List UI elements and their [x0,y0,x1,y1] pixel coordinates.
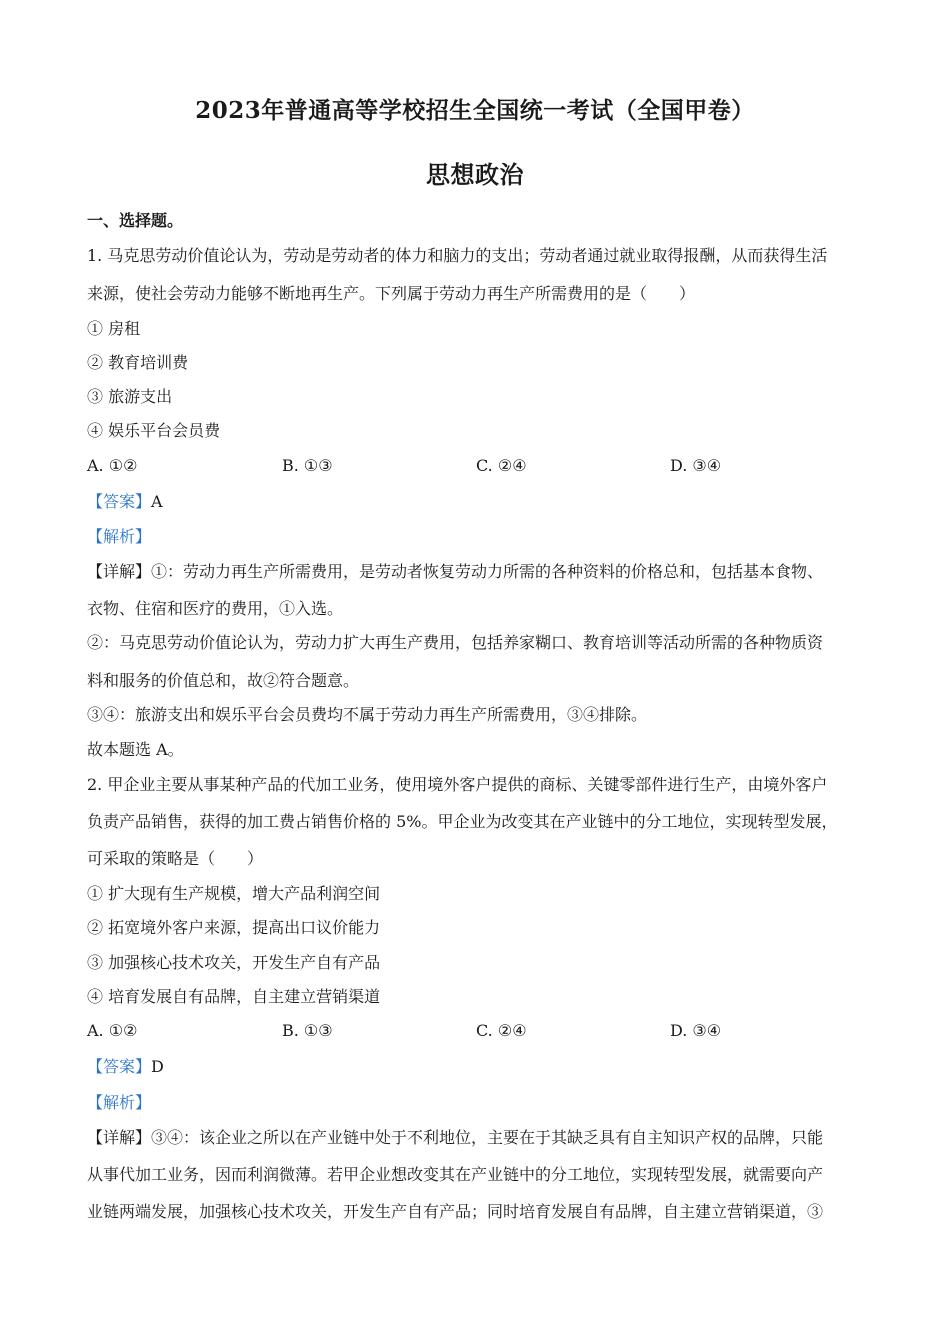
q1-detail-line: ③④：旅游支出和娱乐平台会员费均不属于劳动力再生产所需费用，③④排除。 [87,705,648,724]
answer-tag: 【答案】 [87,1057,152,1076]
q1-detail-text: ①：劳动力再生产所需费用，是劳动者恢复劳动力所需的各种资料的价格总和，包括基本食物、 [151,562,824,581]
q1-detail-line: 料和服务的价值总和，故②符合题意。 [87,671,360,690]
q1-option-a: A. ①② [87,456,138,475]
q1-detail-line: ②：马克思劳动价值论认为，劳动力扩大再生产费用，包括养家糊口、教育培训等活动所需的各种物质资 [87,633,824,652]
q2-answer-value: D [151,1057,164,1076]
q2-detail-line [87,1127,867,1149]
section-heading: 一、选择题。 [87,211,184,230]
q1-option-c: C. ②④ [476,456,527,475]
q1-analysis-heading [87,526,867,548]
q1-item: ① 房租 [87,319,141,338]
q1-option-d: D. ③④ [670,456,722,475]
q2-stem-line: 2. 甲企业主要从事某种产品的代加工业务，使用境外客户提供的商标、关键零部件进行生产，由境外客户 [87,775,828,794]
q2-answer [87,1056,867,1078]
detail-tag: 【详解】 [87,562,152,581]
q2-item: ④ 培育发展自有品牌，自主建立营销渠道 [87,987,381,1006]
q1-item: ④ 娱乐平台会员费 [87,421,221,440]
q2-detail-text: ③④：该企业之所以在产业链中处于不利地位，主要在于其缺乏具有自主知识产权的品牌，只能 [151,1128,824,1147]
subject-title: 思想政治 [426,160,524,189]
q1-detail-line: 衣物、住宿和医疗的费用，①入选。 [87,599,344,618]
answer-tag: 【答案】 [87,492,152,511]
analysis-tag: 【解析】 [87,1093,152,1112]
q2-item: ③ 加强核心技术攻关，开发生产自有产品 [87,953,381,972]
q2-option-c: C. ②④ [476,1021,527,1040]
q2-option-d: D. ③④ [670,1021,722,1040]
exam-title: 2023年普通高等学校招生全国统一考试（全国甲卷） [195,97,755,124]
q2-stem-line: 负责产品销售，获得的加工费占销售价格的 5%。甲企业为改变其在产业链中的分工地位，实现转型发展， [87,812,838,831]
q1-answer [87,491,867,513]
q2-option-b: B. ①③ [282,1021,333,1040]
detail-tag: 【详解】 [87,1128,152,1147]
q2-detail-line: 从事代加工业务，因而利润微薄。若甲企业想改变其在产业链中的分工地位，实现转型发展，就需要向产 [87,1165,824,1184]
q1-conclusion: 故本题选 A。 [87,740,184,759]
analysis-tag: 【解析】 [87,527,152,546]
q2-stem-line: 可采取的策略是（ ） [87,849,264,868]
q1-option-b: B. ①③ [282,456,333,475]
q1-answer-value: A [151,492,163,511]
q1-stem-line: 来源，使社会劳动力能够不断地再生产。下列属于劳动力再生产所需费用的是（ ） [87,284,696,303]
q1-item: ③ 旅游支出 [87,387,173,406]
q2-item: ② 拓宽境外客户来源，提高出口议价能力 [87,918,381,937]
q1-detail-line [87,561,867,583]
q2-item: ① 扩大现有生产规模，增大产品利润空间 [87,884,381,903]
q2-option-a: A. ①② [87,1021,138,1040]
q2-analysis-heading [87,1092,867,1114]
q2-detail-line: 业链两端发展，加强核心技术攻关，开发生产自有产品；同时培育发展自有品牌，自主建立营销渠道，③ [87,1202,824,1221]
q1-item: ② 教育培训费 [87,353,189,372]
q1-stem-line: 1. 马克思劳动价值论认为，劳动是劳动者的体力和脑力的支出；劳动者通过就业取得报酬，从而获得生活 [87,246,828,265]
